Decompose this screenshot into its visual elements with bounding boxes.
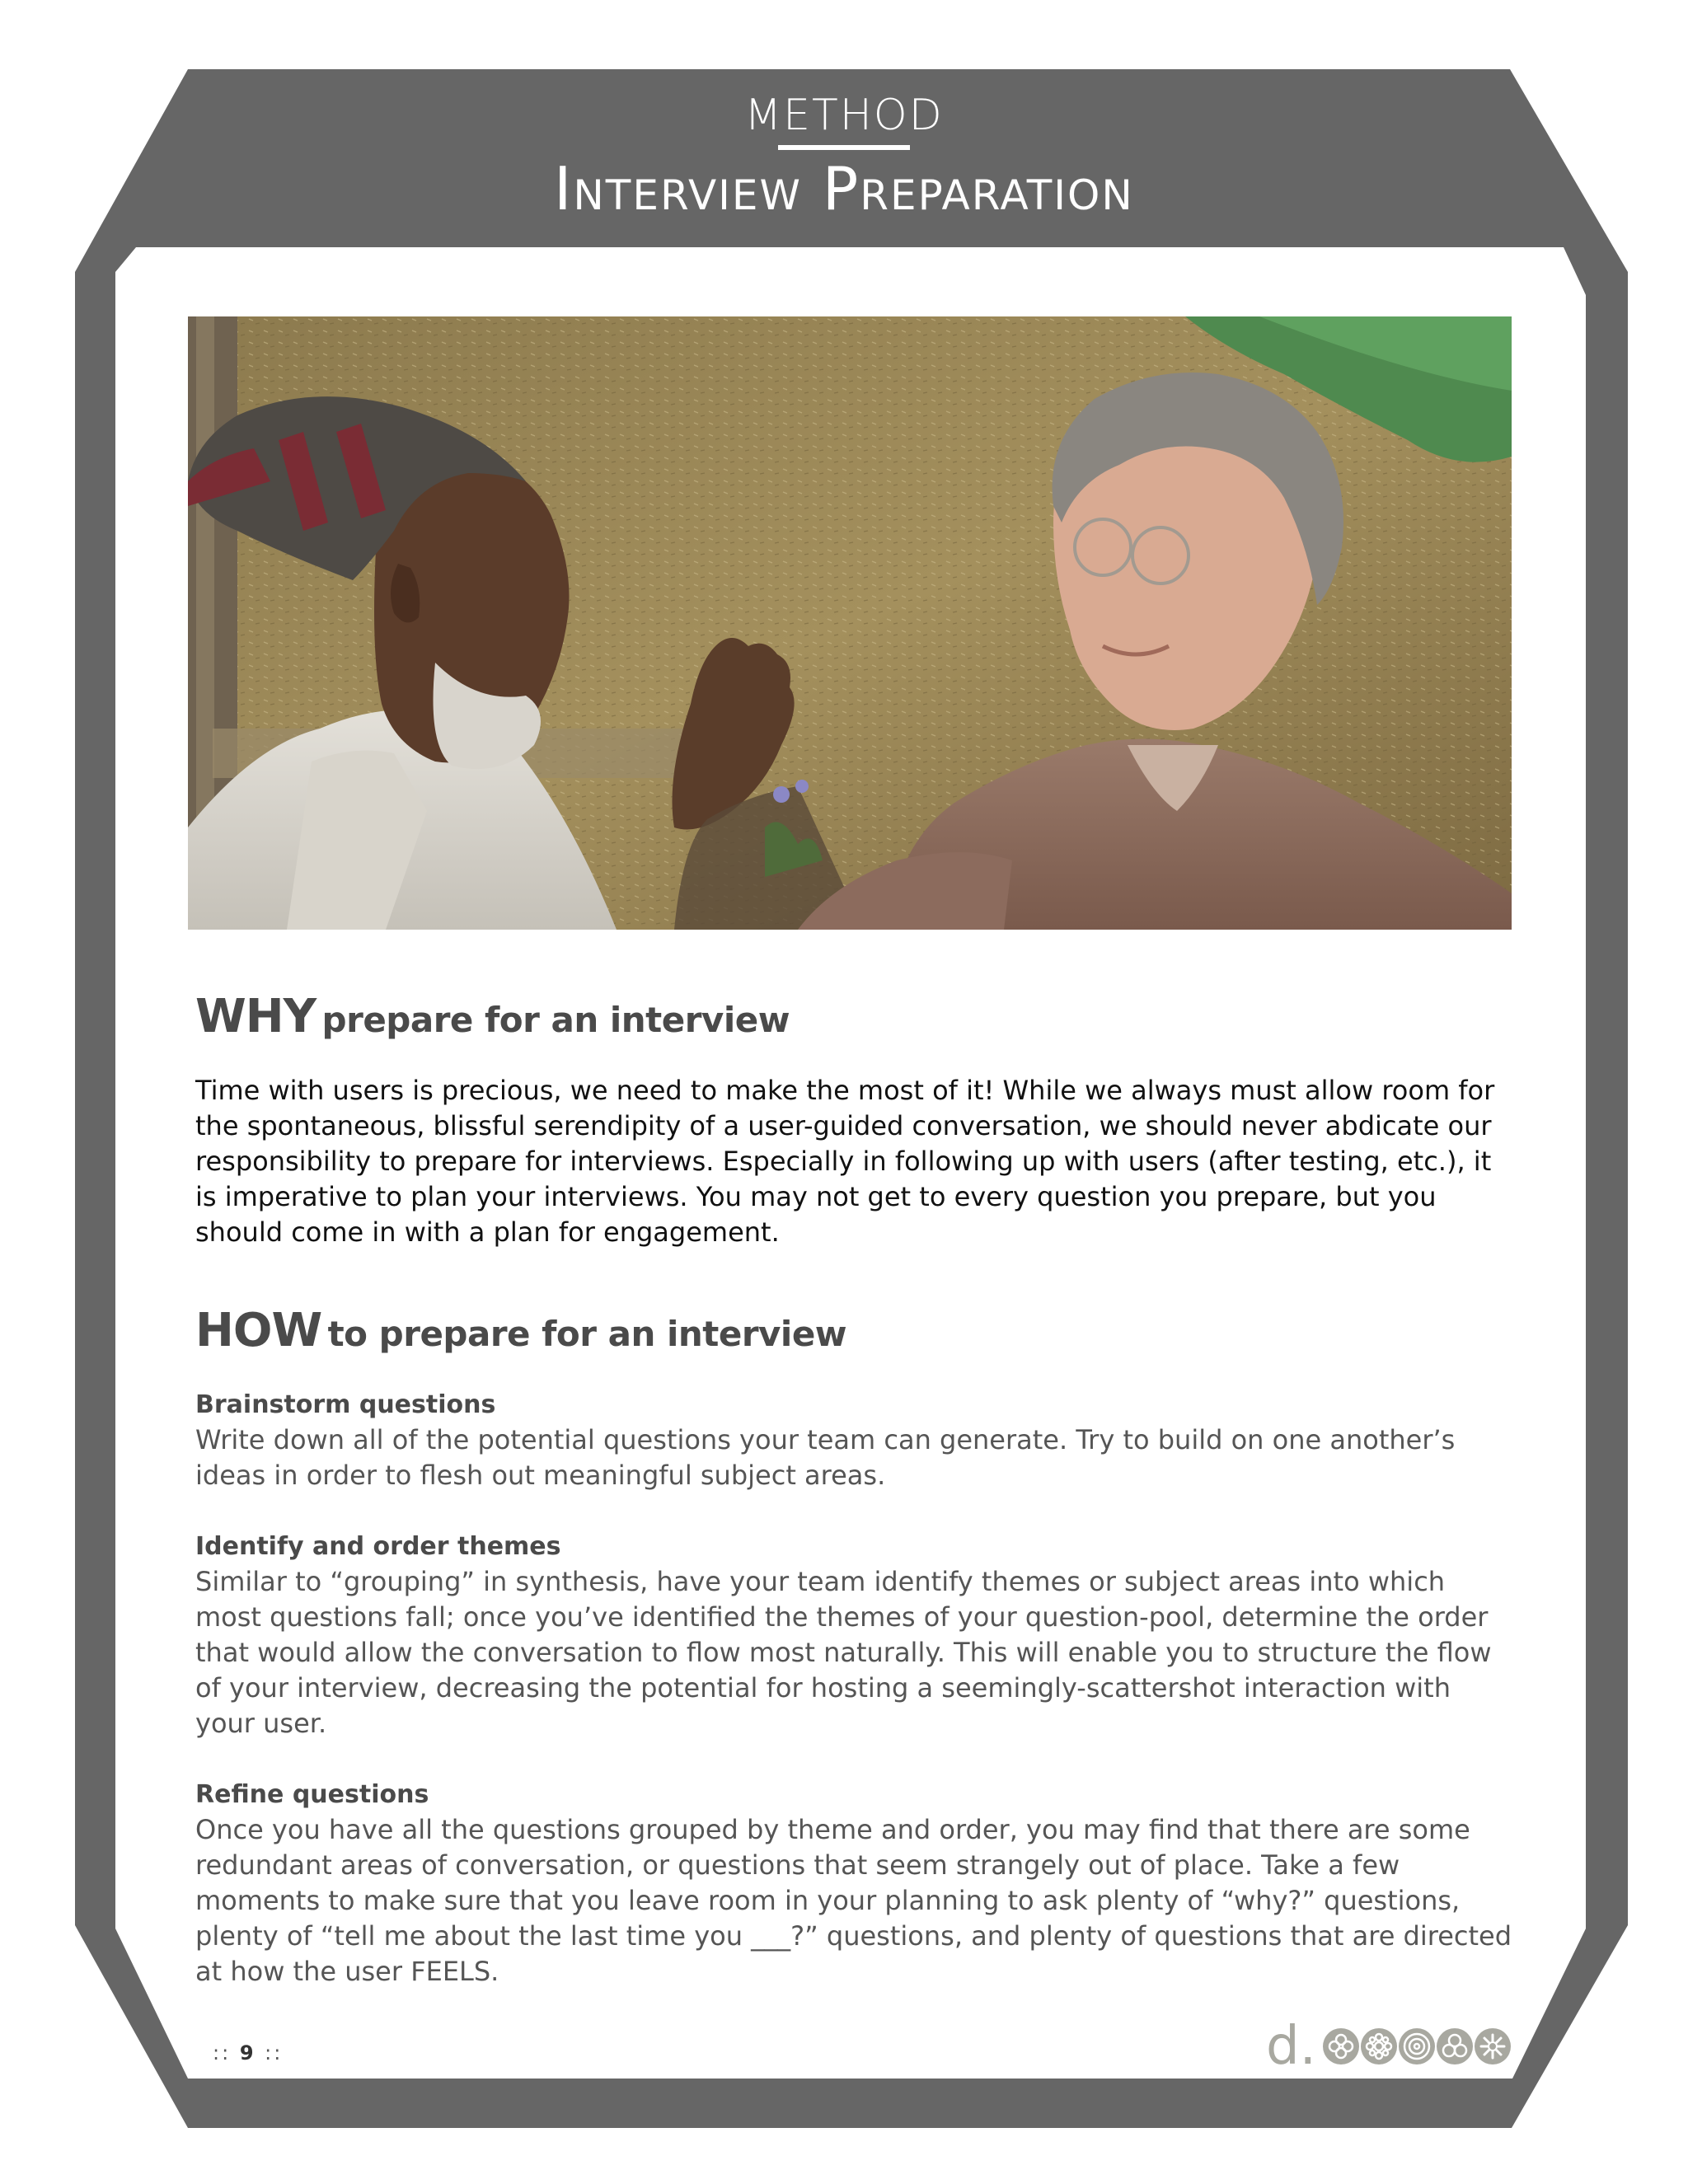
page-number-value: 9 [239,2041,256,2064]
why-heading [195,987,1514,1055]
brand-letter: d. [1266,2016,1316,2077]
kicker-underline [778,145,910,150]
page-number [213,2041,283,2064]
why-paragraph: Time with users is precious, we need to make the most of it! While we always must allow room for the spontaneous, blissful serendipity of a user-guided conversation, we should never abdicate our responsibility to prepare for interviews. Especially in following up with users (after testing, etc.), it is imperative to plan your interviews. You may not get to every question you prepare, but you should come in with a plan for engagement. [195,1075,1495,1248]
why-heading-rest: prepare for an interview [321,1000,790,1040]
page-suffix: :: [265,2041,284,2064]
step-body: Similar to “grouping” in synthesis, have your team identify themes or subject areas into which most questions fall; once you’ve identified the themes of your question-pool, determine the order that would allow the conversation to flow most naturally. This will enable you to structure the flow of your interview, decreasing the potential for hosting a seemingly-scattershot interaction with your user. [195,1566,1492,1739]
step-body: Write down all of the potential questions your team can generate. Try to build on one another’s ideas in order to flesh out meaningful subject areas. [195,1424,1456,1491]
step-title: Identify and order themes [195,1532,561,1561]
step-brainstorm [195,1387,1514,1493]
page-title: Interview Preparation [554,154,1134,223]
triangle-knot-icon [1437,2028,1473,2064]
dschool-logo [1266,2018,1511,2075]
interview-photo [188,316,1512,930]
how-heading-rest: to prepare for an interview [327,1314,847,1354]
gear-flower-icon [1361,2028,1397,2064]
step-refine-questions [195,1777,1514,1990]
how-heading-lead: HOW [195,1304,322,1357]
content [195,987,1514,1990]
why-heading-lead: WHY [195,990,316,1043]
step-body: Once you have all the questions grouped by theme and order, you may find that there are some redundant areas of conversation, or questions that seem strangely out of place. Take a few moments to make sure that you leave room in your planning to ask plenty of “why?” questions, plenty of “tell me about the last time you ___?” questions, and plenty of questions that are directed at how the user FEELS. [195,1814,1512,1987]
target-icon [1399,2028,1435,2064]
starburst-icon [1475,2028,1511,2064]
how-heading [195,1301,1514,1369]
step-title: Refine questions [195,1780,429,1809]
step-identify-themes [195,1529,1514,1741]
method-kicker: METHOD [744,91,944,140]
header [0,91,1688,226]
step-title: Brainstorm questions [195,1390,496,1419]
flower-icon [1323,2028,1359,2064]
page-prefix: :: [213,2041,232,2064]
